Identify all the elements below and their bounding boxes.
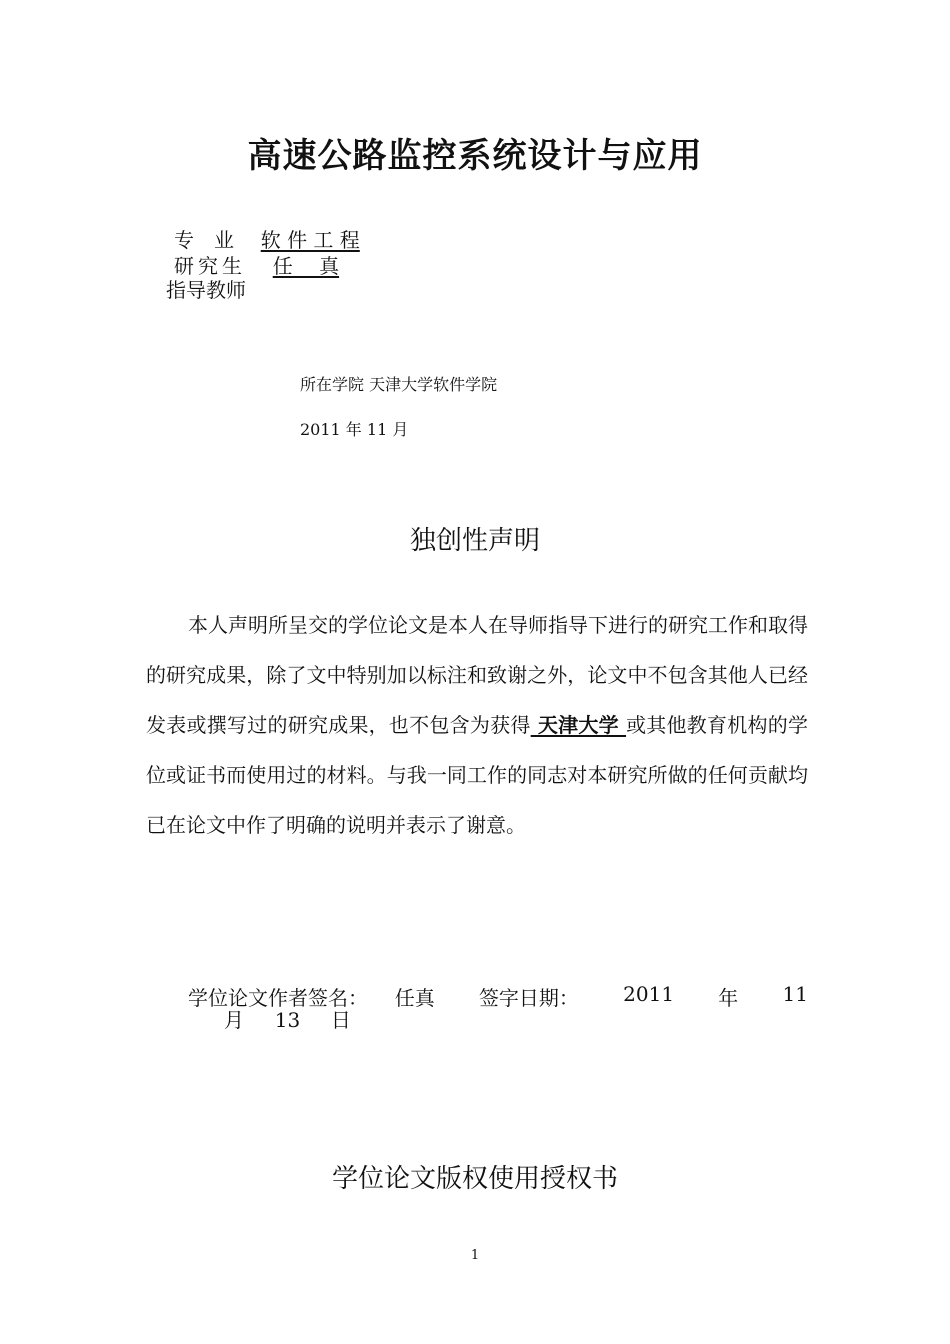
signature-date-continuation [224,1004,351,1033]
sign-day-unit: 日 [330,1008,351,1032]
sign-year-unit: 年 [718,986,739,1010]
school-line: 所在学院 天津大学软件学院 [300,375,498,394]
sign-month-unit: 月 [224,1008,244,1032]
thesis-title: 高速公路监控系统设计与应用 [247,136,703,176]
sign-month: 11 [782,982,808,1006]
advisor-line [166,274,246,303]
student-label: 研究生 [174,254,246,278]
declaration-heading: 独创性声明 [409,526,540,556]
declaration-school-name: 天津大学 [530,713,627,737]
page-number: 1 [470,1248,480,1263]
sign-day: 13 [274,1008,301,1032]
advisor-label: 指导教师 [166,278,246,302]
author-label: 学位论文作者签名： [188,986,368,1010]
declaration-paragraph [146,600,808,850]
major-line [174,224,360,253]
date-line: 2011 年 11 月 [300,420,409,439]
author-name: 任真 [394,986,435,1010]
declaration-text-after: 或其他教育机构的学位或证书而使用过的材料。与我一同工作的同志对本研究所做的任何贡献均已在论文中作了明确的说明并表示了谢意。 [146,713,809,837]
copyright-heading: 学位论文版权使用授权书 [331,1164,618,1194]
declaration-text-before: 本人声明所呈交的学位论文是本人在导师指导下进行的研究工作和取得的研究成果，除了文中特别加以标注和致谢之外，论文中不包含其他人已经发表或撰写过的研究成果，也不包含为获得 [146,613,808,737]
major-label: 专 业 [174,228,234,252]
student-value: 任 真 [272,254,340,278]
sign-year: 2011 [623,982,675,1006]
major-value: 软 件 工 程 [260,228,360,252]
sign-date-label: 签字日期： [478,986,579,1010]
